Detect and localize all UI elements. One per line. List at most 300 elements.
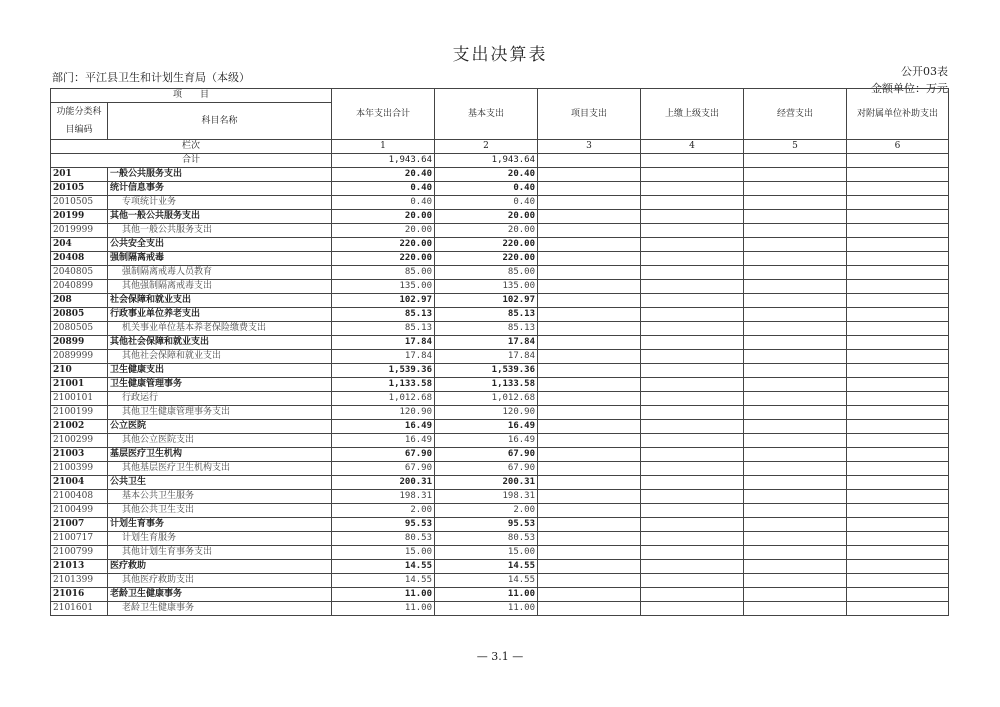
empty-cell	[847, 518, 949, 532]
row-total-expense: 11.00	[332, 588, 435, 602]
col-index: 3	[538, 140, 641, 154]
empty-cell	[847, 490, 949, 504]
empty-cell	[847, 154, 949, 168]
empty-cell	[744, 476, 847, 490]
row-basic-expense: 11.00	[435, 588, 538, 602]
empty-cell	[744, 196, 847, 210]
empty-cell	[641, 378, 744, 392]
table-row	[51, 266, 949, 280]
row-total-expense: 1,133.58	[332, 378, 435, 392]
table-row	[51, 210, 949, 224]
row-code: 2040805	[51, 266, 108, 280]
table-row	[51, 406, 949, 420]
row-code: 2100717	[51, 532, 108, 546]
row-code: 20805	[51, 308, 108, 322]
empty-cell	[641, 574, 744, 588]
empty-cell	[538, 504, 641, 518]
empty-cell	[538, 154, 641, 168]
empty-cell	[744, 560, 847, 574]
empty-cell	[744, 420, 847, 434]
empty-cell	[538, 224, 641, 238]
empty-cell	[538, 238, 641, 252]
empty-cell	[641, 196, 744, 210]
row-basic-expense: 14.55	[435, 574, 538, 588]
total-col2: 1,943.64	[435, 154, 538, 168]
empty-cell	[641, 434, 744, 448]
row-basic-expense: 102.97	[435, 294, 538, 308]
col6-header: 对附属单位补助支出	[847, 89, 949, 140]
expenditure-table	[50, 88, 949, 616]
row-code: 21007	[51, 518, 108, 532]
empty-cell	[538, 588, 641, 602]
empty-cell	[538, 252, 641, 266]
empty-cell	[538, 294, 641, 308]
empty-cell	[847, 224, 949, 238]
row-code: 20105	[51, 182, 108, 196]
empty-cell	[641, 546, 744, 560]
empty-cell	[538, 532, 641, 546]
total-row	[51, 154, 949, 168]
empty-cell	[847, 434, 949, 448]
table-row	[51, 168, 949, 182]
empty-cell	[641, 350, 744, 364]
row-code: 2019999	[51, 224, 108, 238]
table-row	[51, 532, 949, 546]
col4-header: 上缴上级支出	[641, 89, 744, 140]
row-basic-expense: 20.00	[435, 224, 538, 238]
row-total-expense: 102.97	[332, 294, 435, 308]
empty-cell	[538, 420, 641, 434]
row-code: 20199	[51, 210, 108, 224]
col-index: 2	[435, 140, 538, 154]
empty-cell	[847, 252, 949, 266]
row-total-expense: 198.31	[332, 490, 435, 504]
empty-cell	[847, 196, 949, 210]
empty-cell	[641, 182, 744, 196]
table-row	[51, 434, 949, 448]
row-name: 专项统计业务	[108, 196, 332, 210]
empty-cell	[744, 364, 847, 378]
table-row	[51, 546, 949, 560]
row-basic-expense: 17.84	[435, 350, 538, 364]
empty-cell	[641, 252, 744, 266]
row-name: 老龄卫生健康事务	[108, 602, 332, 616]
row-name: 公共卫生	[108, 476, 332, 490]
empty-cell	[641, 210, 744, 224]
empty-cell	[744, 462, 847, 476]
empty-cell	[538, 280, 641, 294]
empty-cell	[538, 448, 641, 462]
empty-cell	[641, 392, 744, 406]
empty-cell	[847, 476, 949, 490]
empty-cell	[538, 182, 641, 196]
empty-cell	[538, 378, 641, 392]
empty-cell	[847, 322, 949, 336]
row-total-expense: 14.55	[332, 560, 435, 574]
empty-cell	[538, 490, 641, 504]
row-total-expense: 200.31	[332, 476, 435, 490]
empty-cell	[847, 588, 949, 602]
empty-cell	[744, 546, 847, 560]
row-name: 统计信息事务	[108, 182, 332, 196]
row-total-expense: 1,012.68	[332, 392, 435, 406]
empty-cell	[538, 574, 641, 588]
empty-cell	[641, 168, 744, 182]
empty-cell	[847, 602, 949, 616]
row-basic-expense: 1,539.36	[435, 364, 538, 378]
table-row	[51, 336, 949, 350]
empty-cell	[744, 434, 847, 448]
row-basic-expense: 85.00	[435, 266, 538, 280]
row-basic-expense: 16.49	[435, 434, 538, 448]
empty-cell	[744, 154, 847, 168]
row-name: 其他公立医院支出	[108, 434, 332, 448]
row-name: 卫生健康管理事务	[108, 378, 332, 392]
col-index: 5	[744, 140, 847, 154]
row-total-expense: 220.00	[332, 252, 435, 266]
row-basic-expense: 67.90	[435, 448, 538, 462]
row-total-expense: 67.90	[332, 448, 435, 462]
row-basic-expense: 85.13	[435, 322, 538, 336]
row-total-expense: 80.53	[332, 532, 435, 546]
row-name: 其他一般公共服务支出	[108, 224, 332, 238]
row-name: 卫生健康支出	[108, 364, 332, 378]
row-code: 2100408	[51, 490, 108, 504]
empty-cell	[641, 308, 744, 322]
empty-cell	[538, 602, 641, 616]
table-code: 公开03表	[901, 65, 948, 78]
empty-cell	[847, 280, 949, 294]
empty-cell	[538, 434, 641, 448]
empty-cell	[641, 406, 744, 420]
empty-cell	[847, 532, 949, 546]
row-code: 21013	[51, 560, 108, 574]
empty-cell	[744, 266, 847, 280]
empty-cell	[847, 378, 949, 392]
row-basic-expense: 17.84	[435, 336, 538, 350]
empty-cell	[744, 602, 847, 616]
row-total-expense: 220.00	[332, 238, 435, 252]
total-col1: 1,943.64	[332, 154, 435, 168]
total-label: 合计	[51, 154, 332, 168]
row-total-expense: 67.90	[332, 462, 435, 476]
table-row	[51, 350, 949, 364]
empty-cell	[641, 154, 744, 168]
row-code: 201	[51, 168, 108, 182]
empty-cell	[744, 210, 847, 224]
row-total-expense: 85.13	[332, 322, 435, 336]
empty-cell	[744, 504, 847, 518]
row-code: 204	[51, 238, 108, 252]
row-name: 一般公共服务支出	[108, 168, 332, 182]
row-basic-expense: 120.90	[435, 406, 538, 420]
row-total-expense: 135.00	[332, 280, 435, 294]
empty-cell	[641, 448, 744, 462]
func-code-header: 功能分类科目编码	[51, 103, 108, 140]
table-row	[51, 224, 949, 238]
row-basic-expense: 20.40	[435, 168, 538, 182]
row-total-expense: 120.90	[332, 406, 435, 420]
empty-cell	[641, 294, 744, 308]
row-total-expense: 20.00	[332, 210, 435, 224]
table-row	[51, 504, 949, 518]
empty-cell	[847, 266, 949, 280]
empty-cell	[641, 238, 744, 252]
empty-cell	[744, 252, 847, 266]
table-row	[51, 252, 949, 266]
row-name: 其他医疗救助支出	[108, 574, 332, 588]
empty-cell	[847, 574, 949, 588]
empty-cell	[538, 364, 641, 378]
empty-cell	[538, 168, 641, 182]
row-code: 21001	[51, 378, 108, 392]
empty-cell	[847, 546, 949, 560]
empty-cell	[641, 266, 744, 280]
row-code: 21003	[51, 448, 108, 462]
empty-cell	[847, 294, 949, 308]
empty-cell	[641, 560, 744, 574]
row-name: 其他基层医疗卫生机构支出	[108, 462, 332, 476]
table-row	[51, 322, 949, 336]
row-code: 2100299	[51, 434, 108, 448]
empty-cell	[641, 588, 744, 602]
row-name: 老龄卫生健康事务	[108, 588, 332, 602]
empty-cell	[641, 224, 744, 238]
col5-header: 经营支出	[744, 89, 847, 140]
empty-cell	[744, 322, 847, 336]
row-code: 2100101	[51, 392, 108, 406]
row-name: 基本公共卫生服务	[108, 490, 332, 504]
table-row	[51, 378, 949, 392]
empty-cell	[538, 546, 641, 560]
empty-cell	[847, 238, 949, 252]
empty-cell	[538, 350, 641, 364]
row-total-expense: 15.00	[332, 546, 435, 560]
row-code: 21004	[51, 476, 108, 490]
row-total-expense: 85.00	[332, 266, 435, 280]
row-total-expense: 20.40	[332, 168, 435, 182]
col-index: 1	[332, 140, 435, 154]
empty-cell	[744, 350, 847, 364]
row-code: 20899	[51, 336, 108, 350]
empty-cell	[538, 196, 641, 210]
row-code: 210	[51, 364, 108, 378]
row-name: 公共安全支出	[108, 238, 332, 252]
row-name: 强制隔离戒毒人员教育	[108, 266, 332, 280]
row-total-expense: 0.40	[332, 182, 435, 196]
empty-cell	[847, 350, 949, 364]
row-basic-expense: 0.40	[435, 196, 538, 210]
row-total-expense: 14.55	[332, 574, 435, 588]
row-total-expense: 11.00	[332, 602, 435, 616]
empty-cell	[744, 224, 847, 238]
row-code: 2040899	[51, 280, 108, 294]
row-basic-expense: 220.00	[435, 252, 538, 266]
row-name: 其他强制隔离戒毒支出	[108, 280, 332, 294]
empty-cell	[847, 336, 949, 350]
table-row	[51, 448, 949, 462]
empty-cell	[641, 364, 744, 378]
empty-cell	[538, 560, 641, 574]
col-index: 6	[847, 140, 949, 154]
row-code: 208	[51, 294, 108, 308]
empty-cell	[641, 476, 744, 490]
table-row	[51, 308, 949, 322]
row-code: 21016	[51, 588, 108, 602]
row-code: 2100799	[51, 546, 108, 560]
row-name: 行政运行	[108, 392, 332, 406]
row-total-expense: 0.40	[332, 196, 435, 210]
row-basic-expense: 0.40	[435, 182, 538, 196]
table-row	[51, 476, 949, 490]
table-row	[51, 238, 949, 252]
table-row	[51, 182, 949, 196]
empty-cell	[744, 490, 847, 504]
row-total-expense: 20.00	[332, 224, 435, 238]
row-total-expense: 16.49	[332, 434, 435, 448]
empty-cell	[538, 462, 641, 476]
row-name: 其他公共卫生支出	[108, 504, 332, 518]
empty-cell	[538, 476, 641, 490]
row-name: 社会保障和就业支出	[108, 294, 332, 308]
table-row	[51, 518, 949, 532]
row-code: 20408	[51, 252, 108, 266]
empty-cell	[847, 462, 949, 476]
row-name: 行政事业单位养老支出	[108, 308, 332, 322]
row-code: 2101399	[51, 574, 108, 588]
row-name: 公立医院	[108, 420, 332, 434]
row-basic-expense: 80.53	[435, 532, 538, 546]
row-code: 2010505	[51, 196, 108, 210]
row-total-expense: 17.84	[332, 350, 435, 364]
empty-cell	[641, 280, 744, 294]
row-basic-expense: 200.31	[435, 476, 538, 490]
empty-cell	[744, 392, 847, 406]
row-total-expense: 1,539.36	[332, 364, 435, 378]
row-code: 2101601	[51, 602, 108, 616]
empty-cell	[538, 308, 641, 322]
empty-cell	[744, 518, 847, 532]
table-row	[51, 462, 949, 476]
row-name: 计划生育服务	[108, 532, 332, 546]
row-name: 其他社会保障和就业支出	[108, 350, 332, 364]
row-code: 2100499	[51, 504, 108, 518]
empty-cell	[744, 182, 847, 196]
row-name: 计划生育事务	[108, 518, 332, 532]
table-row	[51, 560, 949, 574]
row-name: 其他计划生育事务支出	[108, 546, 332, 560]
empty-cell	[744, 238, 847, 252]
empty-cell	[641, 322, 744, 336]
empty-cell	[744, 406, 847, 420]
table-row	[51, 420, 949, 434]
col2-header: 基本支出	[435, 89, 538, 140]
empty-cell	[744, 574, 847, 588]
row-code: 21002	[51, 420, 108, 434]
empty-cell	[847, 504, 949, 518]
row-basic-expense: 220.00	[435, 238, 538, 252]
row-basic-expense: 85.13	[435, 308, 538, 322]
row-total-expense: 95.53	[332, 518, 435, 532]
row-basic-expense: 198.31	[435, 490, 538, 504]
empty-cell	[538, 406, 641, 420]
empty-cell	[538, 518, 641, 532]
page-title: 支出决算表	[452, 45, 548, 65]
row-name: 其他一般公共服务支出	[108, 210, 332, 224]
col3-header: 项目支出	[538, 89, 641, 140]
table-row	[51, 392, 949, 406]
empty-cell	[847, 448, 949, 462]
empty-cell	[744, 588, 847, 602]
empty-cell	[641, 490, 744, 504]
empty-cell	[538, 392, 641, 406]
row-basic-expense: 95.53	[435, 518, 538, 532]
row-code: 2100399	[51, 462, 108, 476]
row-basic-expense: 15.00	[435, 546, 538, 560]
row-basic-expense: 1,012.68	[435, 392, 538, 406]
row-total-expense: 16.49	[332, 420, 435, 434]
row-name: 机关事业单位基本养老保险缴费支出	[108, 322, 332, 336]
table-row	[51, 196, 949, 210]
empty-cell	[744, 378, 847, 392]
row-basic-expense: 16.49	[435, 420, 538, 434]
empty-cell	[744, 294, 847, 308]
empty-cell	[744, 168, 847, 182]
table-row	[51, 490, 949, 504]
empty-cell	[744, 336, 847, 350]
empty-cell	[641, 462, 744, 476]
row-basic-expense: 20.00	[435, 210, 538, 224]
row-name: 强制隔离戒毒	[108, 252, 332, 266]
empty-cell	[538, 322, 641, 336]
row-index-label: 栏次	[51, 140, 332, 154]
empty-cell	[847, 182, 949, 196]
table-row	[51, 588, 949, 602]
col1-header: 本年支出合计	[332, 89, 435, 140]
row-basic-expense: 67.90	[435, 462, 538, 476]
col-index: 4	[641, 140, 744, 154]
page-number: — 3.1 —	[476, 650, 524, 663]
row-total-expense: 2.00	[332, 504, 435, 518]
row-code: 2080505	[51, 322, 108, 336]
row-name: 其他社会保障和就业支出	[108, 336, 332, 350]
empty-cell	[744, 280, 847, 294]
row-name: 其他卫生健康管理事务支出	[108, 406, 332, 420]
empty-cell	[847, 420, 949, 434]
row-basic-expense: 135.00	[435, 280, 538, 294]
table-row	[51, 294, 949, 308]
empty-cell	[847, 560, 949, 574]
row-total-expense: 17.84	[332, 336, 435, 350]
empty-cell	[641, 504, 744, 518]
row-total-expense: 85.13	[332, 308, 435, 322]
table-row	[51, 602, 949, 616]
empty-cell	[847, 210, 949, 224]
row-basic-expense: 1,133.58	[435, 378, 538, 392]
empty-cell	[744, 448, 847, 462]
empty-cell	[641, 336, 744, 350]
table-row	[51, 574, 949, 588]
empty-cell	[744, 308, 847, 322]
subject-name-header: 科目名称	[108, 103, 332, 140]
empty-cell	[744, 532, 847, 546]
row-basic-expense: 11.00	[435, 602, 538, 616]
empty-cell	[538, 266, 641, 280]
empty-cell	[847, 406, 949, 420]
empty-cell	[641, 420, 744, 434]
row-basic-expense: 14.55	[435, 560, 538, 574]
table-row	[51, 280, 949, 294]
